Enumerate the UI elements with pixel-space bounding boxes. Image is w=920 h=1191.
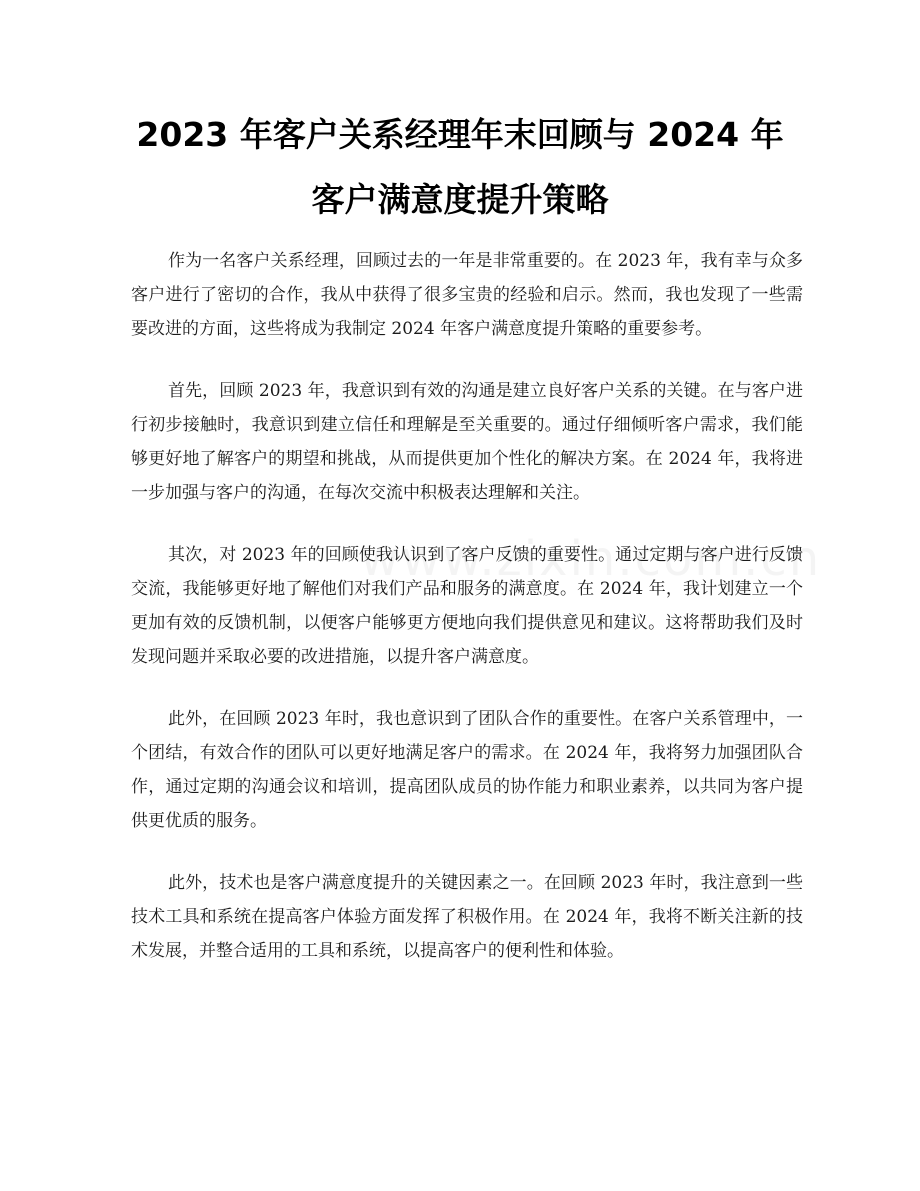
document-title: 2023 年客户关系经理年末回顾与 2024 年客户满意度提升策略	[136, 115, 784, 219]
paragraph-feedback: 其次，对 2023 年的回顾使我认识到了客户反馈的重要性。通过定期与客户进行反馈交流，我能够更好地了解他们对我们产品和服务的满意度。在 2024 年，我计划建立一个更加有效的反馈机制，以便客户能够更方便地向我们提供意见和建议。这将帮助我们及时发现问题并采取必要的改进措施，以提升客户满意度。	[131, 545, 803, 667]
paragraph-technology: 此外，技术也是客户满意度提升的关键因素之一。在回顾 2023 年时，我注意到一些技术工具和系统在提高客户体验方面发挥了积极作用。在 2024 年，我将不断关注新的技术发展，并整合适用的工具和系统，以提高客户的便利性和体验。	[131, 873, 803, 961]
paragraph-teamwork: 此外，在回顾 2023 年时，我也意识到了团队合作的重要性。在客户关系管理中，一个团结，有效合作的团队可以更好地满足客户的需求。在 2024 年，我将努力加强团队合作，通过定期的沟通会议和培训，提高团队成员的协作能力和职业素养，以共同为客户提供更优质的服务。	[131, 709, 803, 831]
paragraph-communication: 首先，回顾 2023 年，我意识到有效的沟通是建立良好客户关系的关键。在与客户进行初步接触时，我意识到建立信任和理解是至关重要的。通过仔细倾听客户需求，我们能够更好地了解客户的期望和挑战，从而提供更加个性化的解决方案。在 2024 年，我将进一步加强与客户的沟通，在每次交流中积极表达理解和关注。	[131, 381, 803, 503]
paragraph-intro: 作为一名客户关系经理，回顾过去的一年是非常重要的。在 2023 年，我有幸与众多客户进行了密切的合作，我从中获得了很多宝贵的经验和启示。然而，我也发现了一些需要改进的方面，这些将成为我制定 2024 年客户满意度提升策略的重要参考。	[131, 251, 803, 339]
document-body	[131, 244, 803, 996]
